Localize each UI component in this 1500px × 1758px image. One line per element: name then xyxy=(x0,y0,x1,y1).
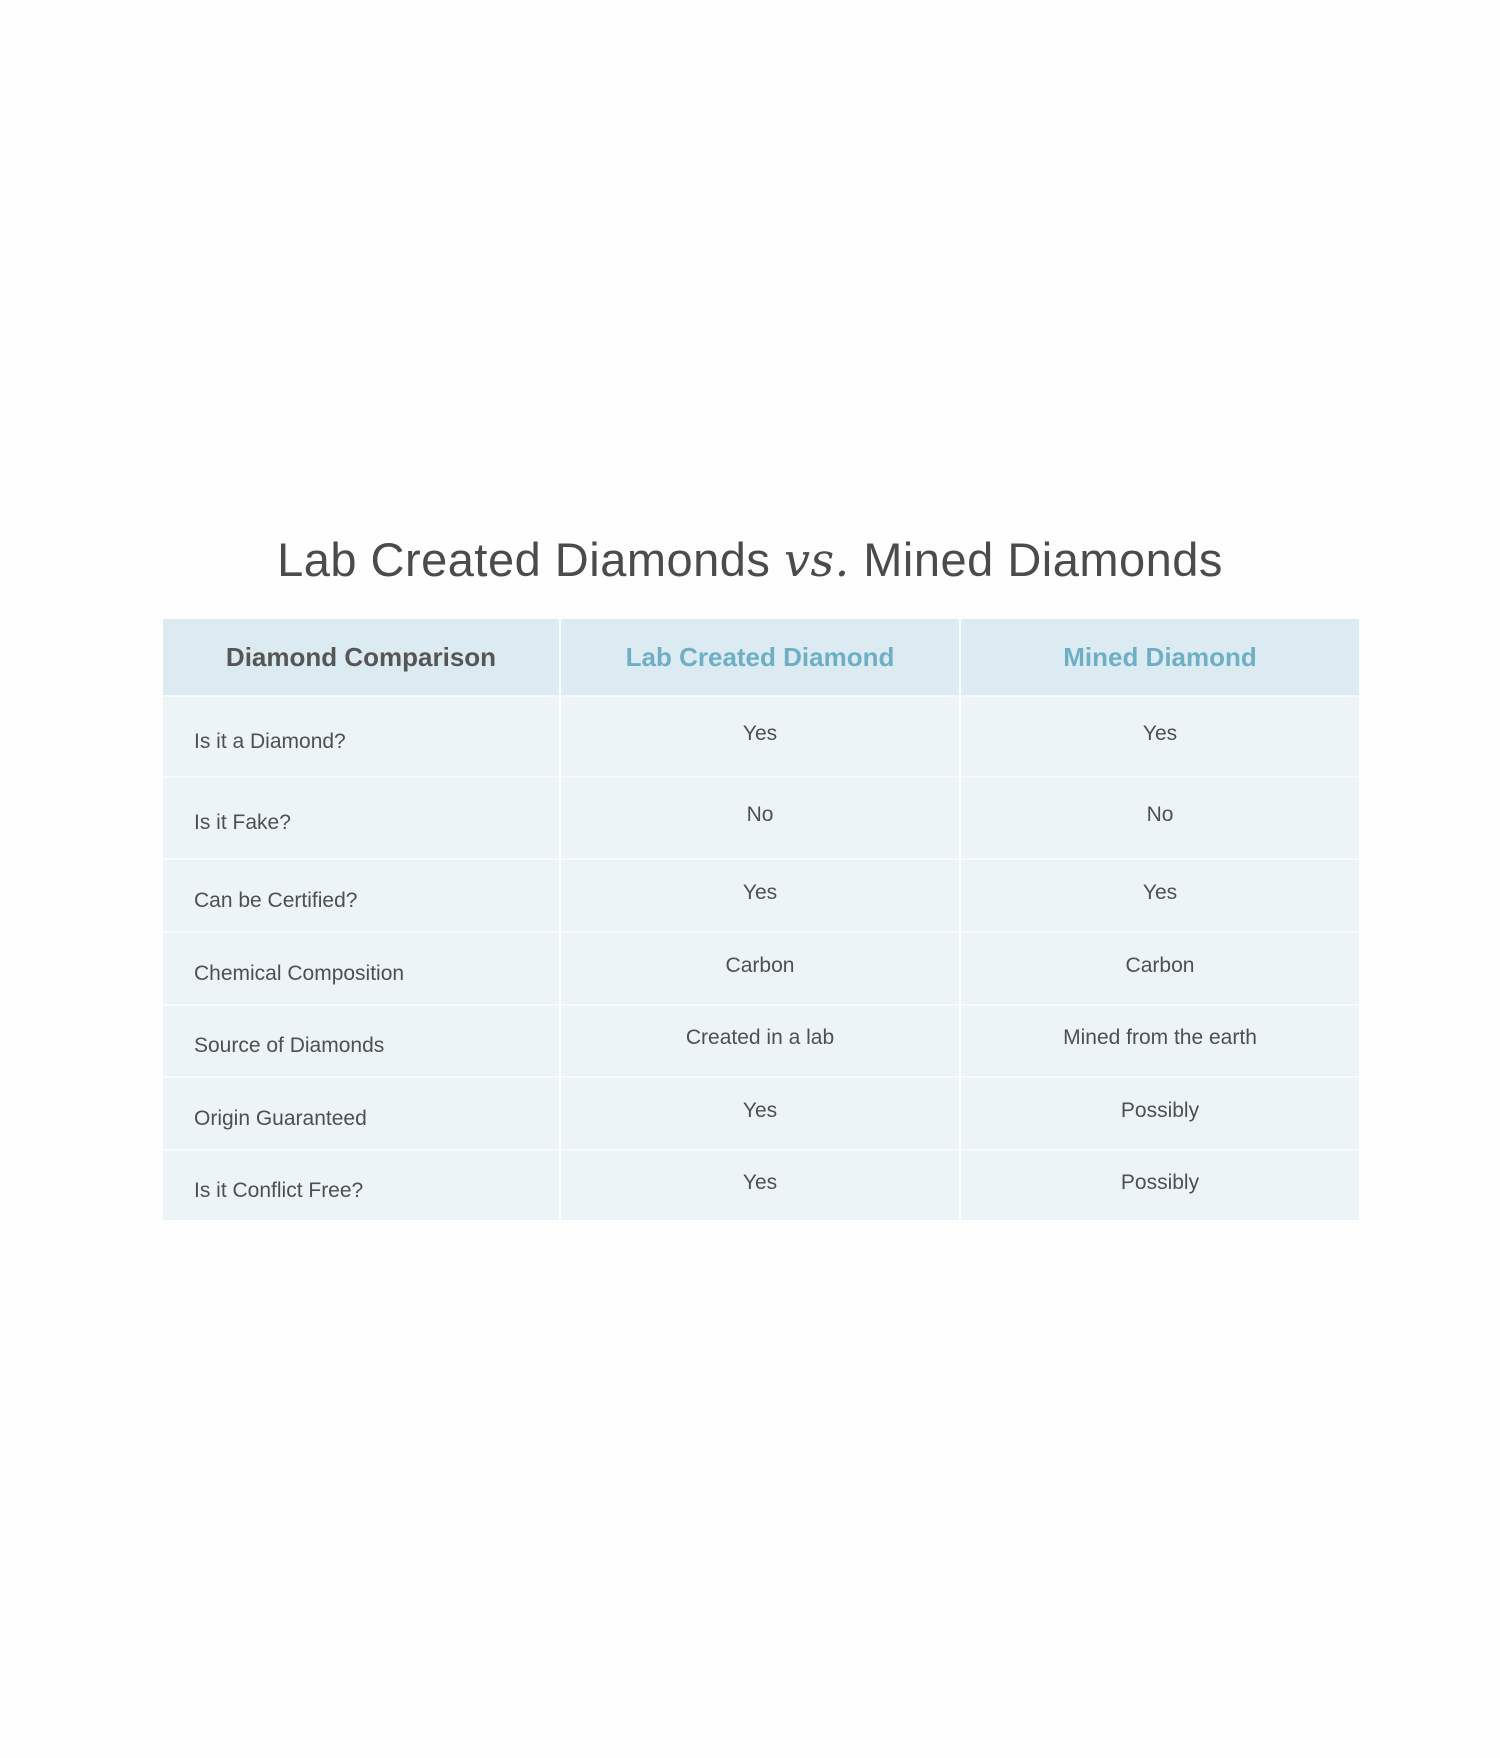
mined-value: Yes xyxy=(961,695,1359,776)
lab-value: Yes xyxy=(561,858,959,931)
mined-value: Yes xyxy=(961,858,1359,931)
row-label: Chemical Composition xyxy=(163,931,559,1004)
lab-value: Yes xyxy=(561,1076,959,1149)
mined-value: No xyxy=(961,776,1359,858)
title-right: Mined Diamonds xyxy=(863,533,1223,586)
lab-value: No xyxy=(561,776,959,858)
lab-value: Created in a lab xyxy=(561,1004,959,1076)
row-label: Is it Conflict Free? xyxy=(163,1149,559,1220)
mined-value: Mined from the earth xyxy=(961,1004,1359,1076)
header-mined-diamond: Mined Diamond xyxy=(961,619,1359,695)
lab-value: Carbon xyxy=(561,931,959,1004)
mined-value: Possibly xyxy=(961,1076,1359,1149)
page-title xyxy=(0,532,1500,592)
header-diamond-comparison: Diamond Comparison xyxy=(163,619,559,695)
row-label: Is it Fake? xyxy=(163,776,559,858)
row-label: Can be Certified? xyxy=(163,858,559,931)
lab-value: Yes xyxy=(561,1149,959,1220)
title-vs: vs. xyxy=(783,533,850,587)
lab-value: Yes xyxy=(561,695,959,776)
mined-value: Possibly xyxy=(961,1149,1359,1220)
title-left: Lab Created Diamonds xyxy=(277,533,771,586)
mined-value: Carbon xyxy=(961,931,1359,1004)
row-label: Source of Diamonds xyxy=(163,1004,559,1076)
comparison-table xyxy=(163,619,1359,1220)
header-lab-created-diamond: Lab Created Diamond xyxy=(561,619,959,695)
row-label: Is it a Diamond? xyxy=(163,695,559,776)
row-label: Origin Guaranteed xyxy=(163,1076,559,1149)
